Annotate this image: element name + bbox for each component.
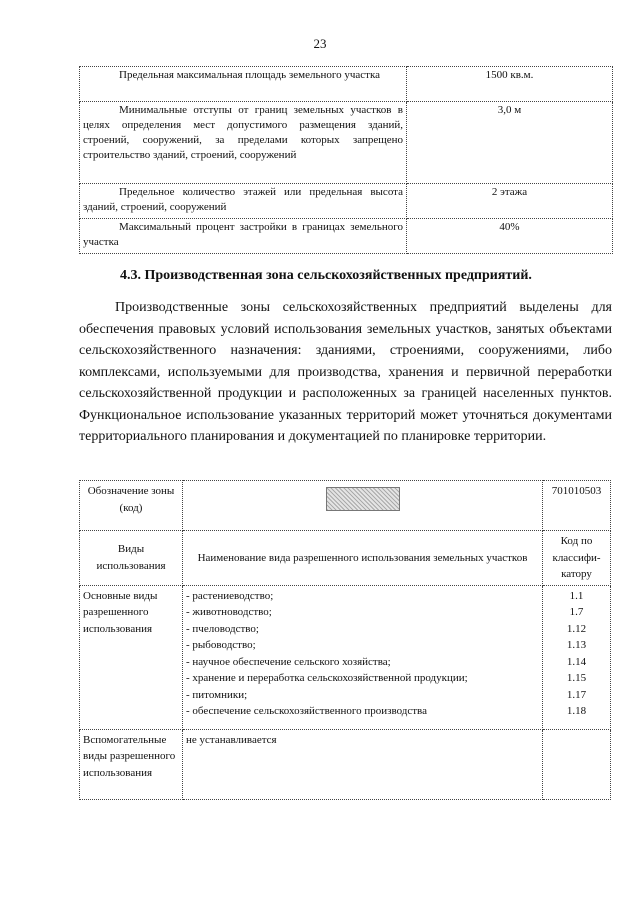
- use-name: - растениеводство;: [186, 589, 274, 602]
- main-codes-list: [546, 588, 607, 720]
- use-code: 1.14: [566, 655, 587, 668]
- name-header: Наименование вида разрешенного использования земельных участков: [183, 531, 543, 586]
- zone-hatch-swatch: [326, 487, 400, 511]
- section-paragraph: Производственные зоны сельскохозяйственных предприятий выделены для обеспечения правовых условий использования земельных участков, занятых объектами сельскохозяйственного назначения: зданиями, строениями, сооружениями, либо комплексами, используемыми для производства, хранения и первичной переработки сельскохозяйственной продукции и расположенных за границей населенных пунктов. Функциональное использование указанных территорий может уточняться документами территориального планирования и документацией по планировке территории.: [79, 300, 612, 444]
- table-row: [80, 219, 613, 254]
- main-uses-list: [186, 588, 539, 720]
- use-code: 1.18: [566, 705, 587, 717]
- param-label: Предельная максимальная площадь земельного участка: [80, 67, 407, 102]
- zone-table: [79, 480, 611, 800]
- aux-uses-value: не устанавливается: [183, 729, 543, 799]
- use-code: 1.12: [566, 622, 587, 635]
- parameters-table: [79, 66, 613, 254]
- page-number: 23: [313, 36, 327, 51]
- designation-label: Обозначение зоны (код): [80, 481, 183, 531]
- param-value: 1500 кв.м.: [407, 67, 613, 102]
- param-value: 2 этажа: [407, 184, 613, 219]
- param-label: Максимальный процент застройки в границах земельного участка: [80, 219, 407, 254]
- table-row: [80, 531, 611, 586]
- table-row: [80, 67, 613, 102]
- use-name: - хранение и переработка сельскохозяйственной продукции;: [186, 672, 468, 684]
- use-name: - рыбоводство;: [186, 639, 256, 651]
- table-row: [80, 729, 611, 799]
- param-label: Минимальные отступы от границ земельных участков в целях определения мест допустимого размещения зданий, строений, сооружений, за пределами которых запрещено строительство зданий, строений, сооружений: [80, 102, 407, 184]
- use-code: 1.1: [569, 589, 584, 602]
- use-name: - животноводство;: [186, 606, 272, 618]
- param-value: 40%: [407, 219, 613, 254]
- section-heading: 4.3. Производственная зона сельскохозяйственных предприятий.: [120, 268, 532, 283]
- use-name: - пчеловодство;: [186, 622, 259, 635]
- use-code: 1.15: [566, 672, 587, 684]
- use-code: 1.7: [569, 606, 584, 618]
- zone-code: 701010503: [543, 481, 611, 531]
- types-label: Виды использования: [80, 531, 183, 586]
- main-codes-cell: [543, 585, 611, 729]
- table-row: [80, 102, 613, 184]
- main-uses-label: Основные виды разрешенного использования: [80, 585, 183, 729]
- use-name: - питомники;: [186, 688, 248, 701]
- zone-hatch-cell: [183, 481, 543, 531]
- aux-codes-cell: [543, 729, 611, 799]
- param-value: 3,0 м: [407, 102, 613, 184]
- param-label: Предельное количество этажей или предельная высота зданий, строений, сооружений: [80, 184, 407, 219]
- use-code: 1.13: [566, 639, 587, 651]
- table-row: [80, 184, 613, 219]
- use-name: - научное обеспечение сельского хозяйства;: [186, 655, 391, 668]
- use-code: 1.17: [566, 688, 587, 701]
- code-header: Код по классифи-катору: [543, 531, 611, 586]
- use-name: - обеспечение сельскохозяйственного производства: [186, 705, 427, 717]
- aux-uses-label: Вспомогательные виды разрешенного использования: [80, 729, 183, 799]
- main-uses-cell: [183, 585, 543, 729]
- table-row: [80, 481, 611, 531]
- table-row: [80, 585, 611, 729]
